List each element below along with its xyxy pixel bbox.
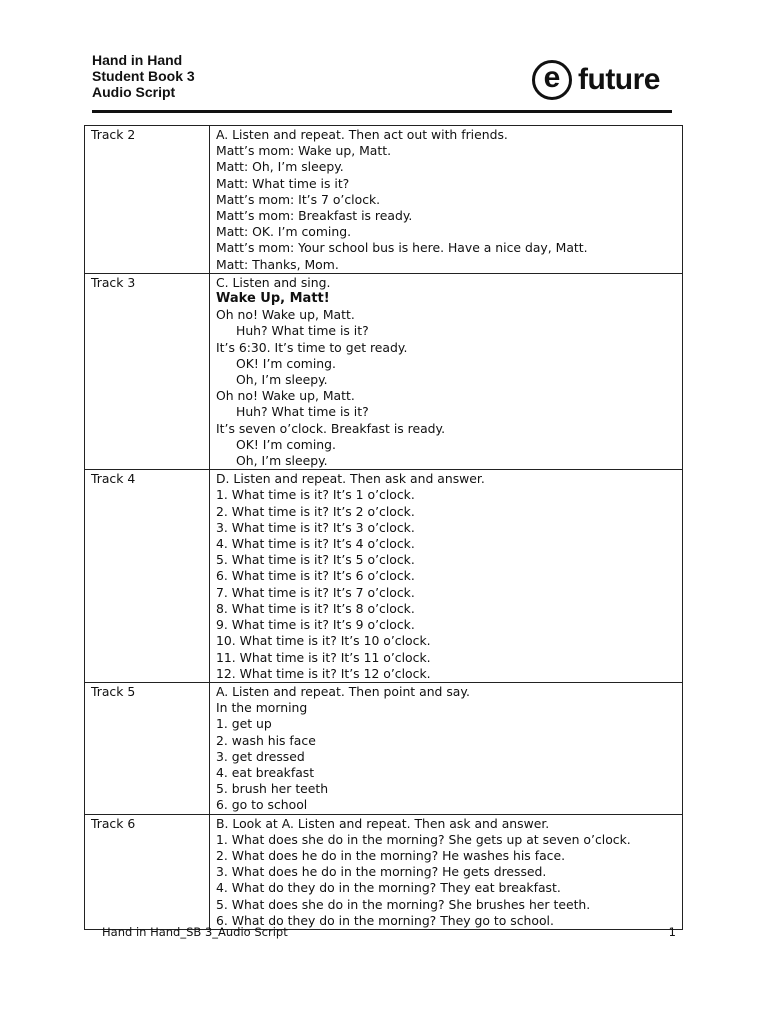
script-line: 2. What time is it? It’s 2 o’clock.: [216, 503, 415, 519]
script-line: 4. What time is it? It’s 4 o’clock.: [216, 536, 415, 552]
script-line: Matt’s mom: It’s 7 o’clock.: [216, 191, 381, 207]
script-line: Matt’s mom: Wake up, Matt.: [216, 143, 392, 159]
script-line: Matt: Thanks, Mom.: [216, 256, 339, 272]
script-line: 6. What time is it? It’s 6 o’clock.: [216, 568, 415, 584]
script-line: Matt: Oh, I’m sleepy.: [216, 159, 344, 175]
script-line: 1. What does she do in the morning? She gets up at seven o’clock.: [216, 831, 631, 847]
script-line: 5. What does she do in the morning? She brushes her teeth.: [216, 896, 591, 912]
footer-page-number: 1: [668, 925, 676, 939]
script-line: 6. What do they do in the morning? They go to school.: [216, 912, 554, 928]
efuture-logo: [532, 57, 660, 103]
document-header: [92, 52, 672, 112]
header-title-block: [92, 52, 195, 100]
script-line: 8. What time is it? It’s 8 o’clock.: [216, 600, 415, 616]
track-label: Track 2: [85, 126, 210, 274]
track-label: Track 6: [85, 814, 210, 929]
script-line: 1. get up: [216, 716, 272, 732]
script-line: 5. What time is it? It’s 5 o’clock.: [216, 552, 415, 568]
script-line: OK! I’m coming.: [236, 436, 336, 452]
script-line: Oh no! Wake up, Matt.: [216, 307, 355, 323]
script-line: 4. eat breakfast: [216, 764, 315, 780]
table-row: [85, 273, 683, 469]
script-line: B. Look at A. Listen and repeat. Then ask and answer.: [216, 815, 550, 831]
script-line: Matt: What time is it?: [216, 175, 350, 191]
script-line: 6. go to school: [216, 797, 308, 813]
script-line: A. Listen and repeat. Then act out with friends.: [216, 127, 508, 142]
script-line: Matt’s mom: Breakfast is ready.: [216, 208, 413, 224]
track-script: [210, 814, 683, 929]
script-line: Matt’s mom: Your school bus is here. Have a nice day, Matt.: [216, 240, 588, 256]
script-line: D. Listen and repeat. Then ask and answer.: [216, 471, 485, 487]
track-label: Track 3: [85, 273, 210, 469]
script-line: OK! I’m coming.: [236, 355, 336, 371]
script-line: 12. What time is it? It’s 12 o’clock.: [216, 665, 431, 681]
script-line: It’s seven o’clock. Breakfast is ready.: [216, 420, 446, 436]
script-line: A. Listen and repeat. Then point and say.: [216, 683, 470, 699]
track-script: [210, 682, 683, 814]
script-line: 11. What time is it? It’s 11 o’clock.: [216, 649, 431, 665]
table-row: [85, 682, 683, 814]
header-line-level: Student Book 3: [92, 68, 195, 84]
script-line: 1. What time is it? It’s 1 o’clock.: [216, 487, 415, 503]
table-row: [85, 126, 683, 274]
logo-e-icon: e: [532, 60, 572, 100]
script-line: Oh, I’m sleepy.: [236, 372, 328, 388]
track-script: [210, 126, 683, 274]
script-line: Huh? What time is it?: [236, 404, 369, 420]
header-divider: [92, 110, 672, 113]
script-line: 3. get dressed: [216, 748, 305, 764]
script-line: 4. What do they do in the morning? They eat breakfast.: [216, 880, 561, 896]
song-title: Wake Up, Matt!: [216, 291, 330, 307]
script-line: Oh, I’m sleepy.: [236, 453, 328, 469]
header-line-doc: Audio Script: [92, 84, 176, 100]
audio-script-body: [85, 126, 683, 930]
script-line: 3. What does he do in the morning? He gets dressed.: [216, 864, 547, 880]
footer-doc-name: Hand in Hand_SB 3_Audio Script: [102, 925, 288, 939]
track-label: Track 5: [85, 682, 210, 814]
script-line: In the morning: [216, 700, 308, 716]
script-line: Huh? What time is it?: [236, 323, 369, 339]
track-script: [210, 470, 683, 683]
script-line: Oh no! Wake up, Matt.: [216, 388, 355, 404]
script-line: 2. wash his face: [216, 732, 316, 748]
script-line: 10. What time is it? It’s 10 o’clock.: [216, 633, 431, 649]
script-line: 5. brush her teeth: [216, 781, 329, 797]
audio-script-table: [84, 125, 683, 930]
track-script: [210, 273, 683, 469]
script-line: 7. What time is it? It’s 7 o’clock.: [216, 584, 415, 600]
track-label: Track 4: [85, 470, 210, 683]
script-line: 2. What does he do in the morning? He washes his face.: [216, 847, 566, 863]
script-line: 9. What time is it? It’s 9 o’clock.: [216, 617, 415, 633]
script-line: C. Listen and sing.: [216, 274, 331, 290]
header-line-book: Hand in Hand: [92, 52, 183, 68]
logo-wordmark: future: [578, 63, 660, 96]
table-row: [85, 814, 683, 929]
script-line: It’s 6:30. It’s time to get ready.: [216, 339, 408, 355]
script-line: Matt: OK. I’m coming.: [216, 224, 352, 240]
script-line: 3. What time is it? It’s 3 o’clock.: [216, 519, 415, 535]
table-row: [85, 470, 683, 683]
